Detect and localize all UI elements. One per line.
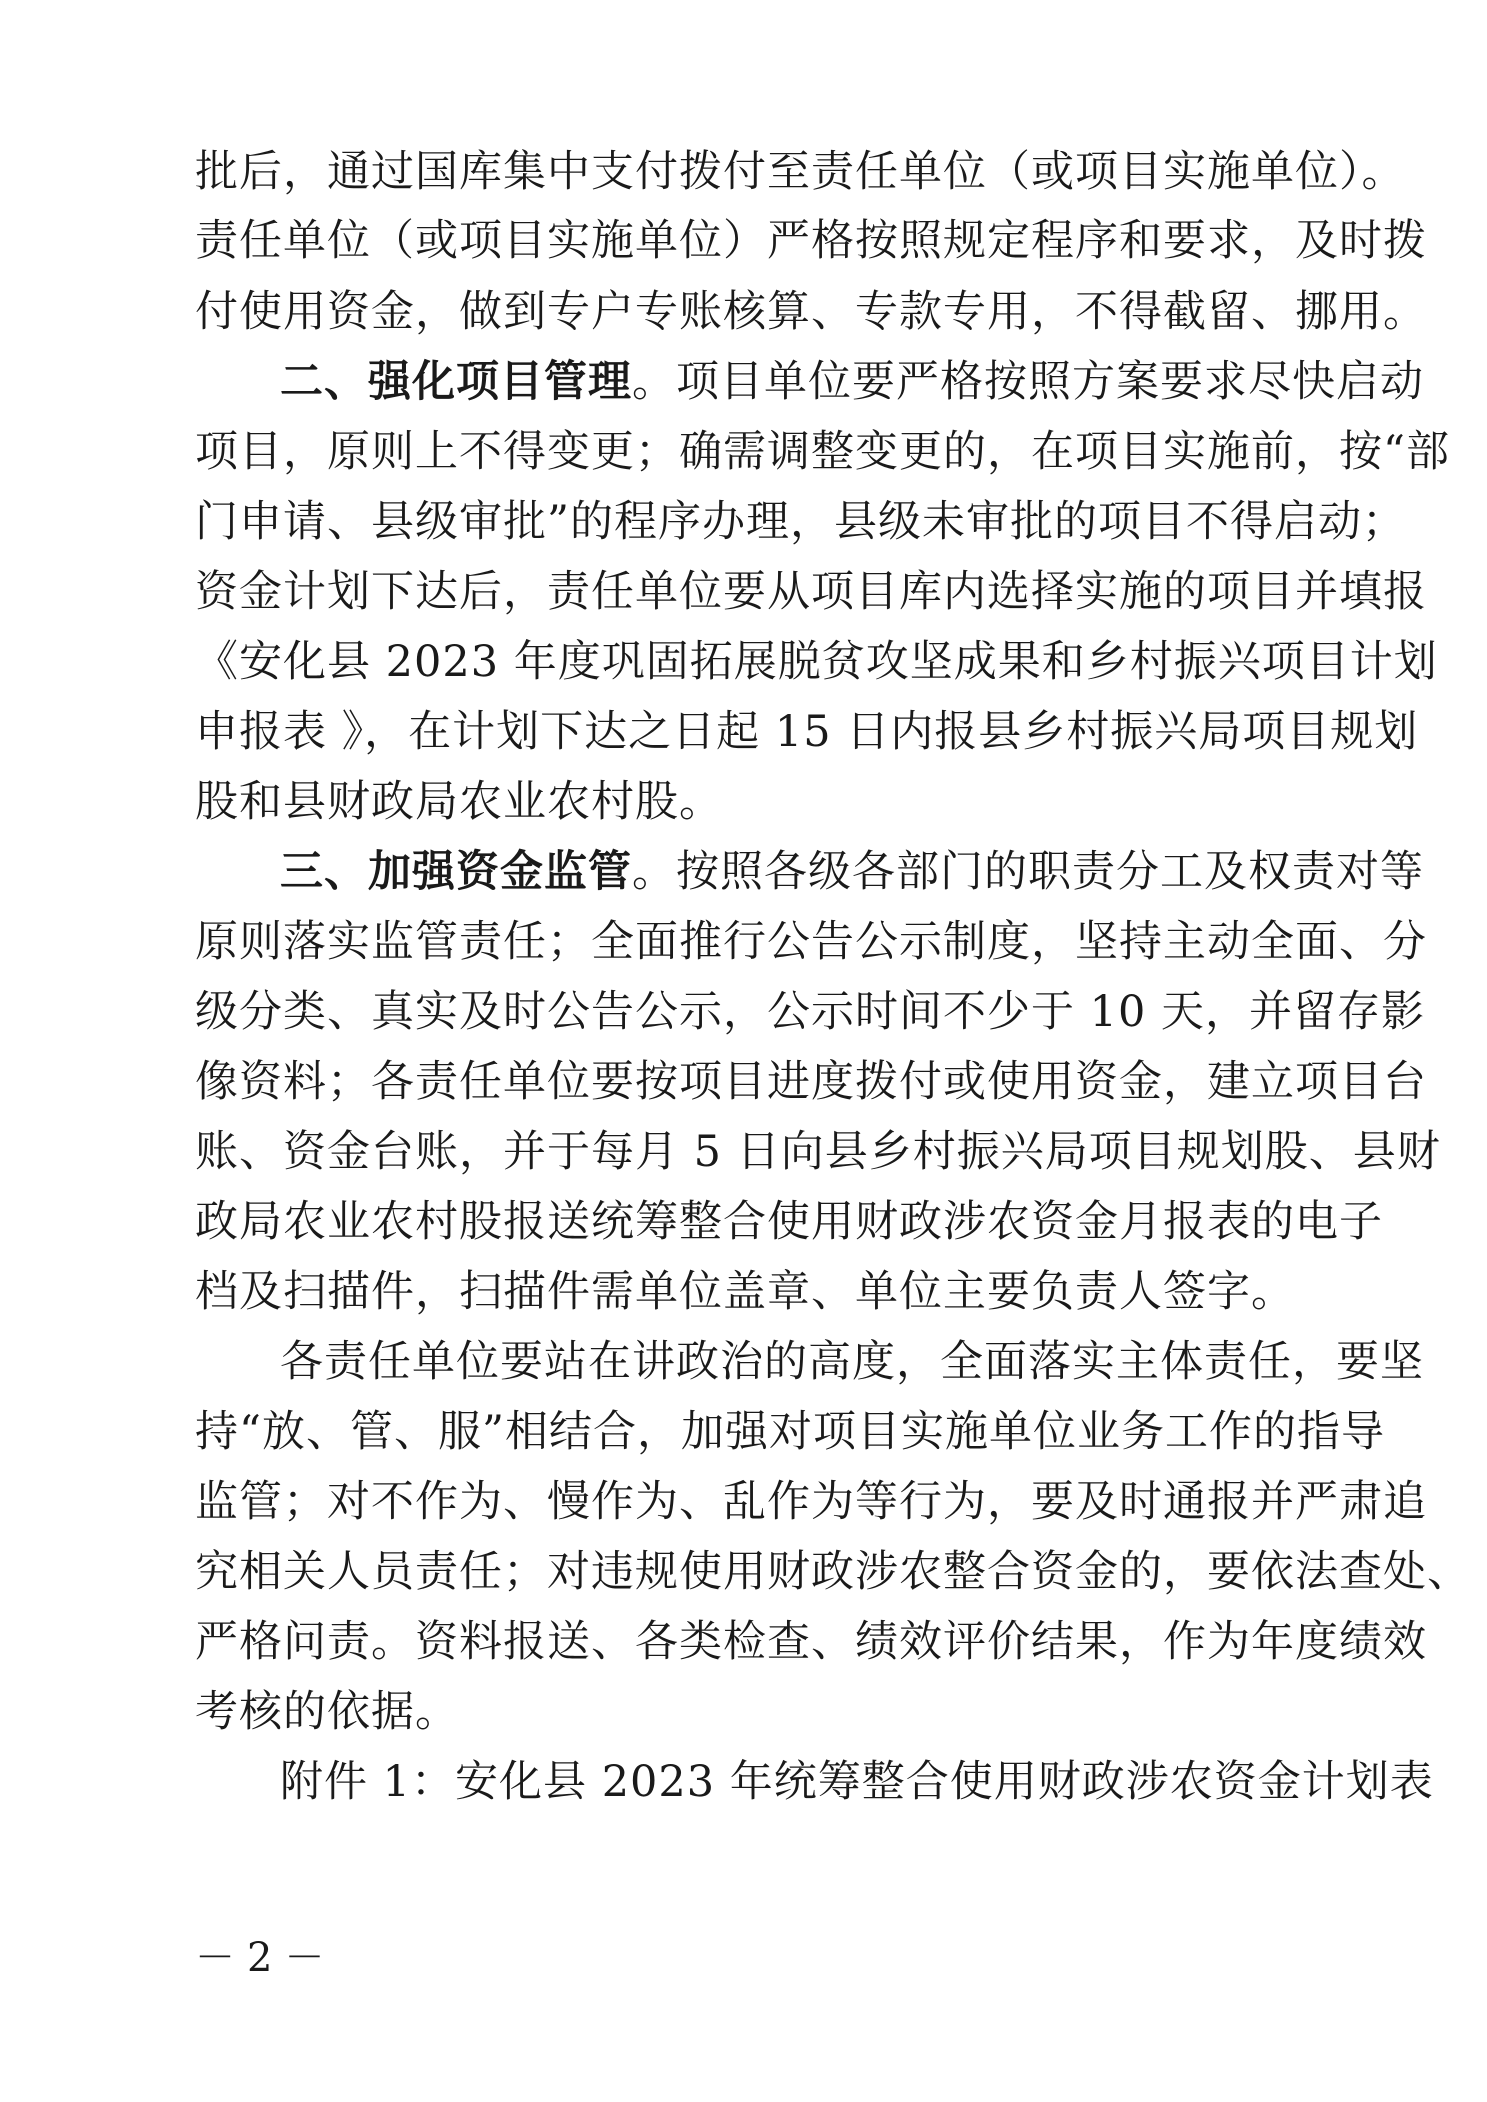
paragraph-2-line-7: 股和县财政局农业农村股。 — [195, 777, 723, 827]
paragraph-4-line-5: 严格问责。资料报送、各类检查、绩效评价结果，作为年度绩效 — [195, 1617, 1427, 1667]
paragraph-3-line-6: 政局农业农村股报送统筹整合使用财政涉农资金月报表的电子 — [195, 1197, 1383, 1247]
paragraph-3-lead: 。按照各级各部门的职责分工及权责对等 — [632, 847, 1424, 897]
paragraph-2-line-2: 项目，原则上不得变更；确需调整变更的，在项目实施前，按“部 — [195, 427, 1450, 477]
paragraph-3-line-2: 原则落实监管责任；全面推行公告公示制度，坚持主动全面、分 — [195, 917, 1427, 967]
paragraph-3-line-1 — [280, 842, 1424, 902]
paragraph-1-line-1: 批后，通过国库集中支付拨付至责任单位（或项目实施单位）。 — [195, 147, 1406, 197]
paragraph-4-line-3: 监管；对不作为、慢作为、乱作为等行为，要及时通报并严肃追 — [195, 1477, 1427, 1527]
paragraph-1-line-2: 责任单位（或项目实施单位）严格按照规定程序和要求，及时拨 — [195, 216, 1427, 266]
paragraph-4-line-2: 持“放、管、服”相结合，加强对项目实施单位业务工作的指导 — [195, 1407, 1385, 1457]
paragraph-2-lead: 。项目单位要严格按照方案要求尽快启动 — [632, 357, 1424, 407]
attachment-note: 附件 1：安化县 2023 年统筹整合使用财政涉农资金计划表 — [280, 1757, 1434, 1807]
paragraph-2-line-1 — [280, 352, 1424, 412]
paragraph-2-line-5: 《安化县 2023 年度巩固拓展脱贫攻坚成果和乡村振兴项目计划 — [195, 637, 1438, 687]
section-heading-3: 三、加强资金监管 — [280, 847, 632, 897]
paragraph-4-line-1: 各责任单位要站在讲政治的高度，全面落实主体责任，要坚 — [280, 1337, 1424, 1387]
paragraph-3-line-3: 级分类、真实及时公告公示，公示时间不少于 10 天，并留存影 — [195, 987, 1426, 1037]
paragraph-2-line-3: 门申请、县级审批”的程序办理，县级未审批的项目不得启动； — [195, 497, 1406, 547]
paragraph-2-line-4: 资金计划下达后，责任单位要从项目库内选择实施的项目并填报 — [195, 567, 1427, 617]
paragraph-4-line-6: 考核的依据。 — [195, 1687, 459, 1737]
paragraph-3-line-4: 像资料；各责任单位要按项目进度拨付或使用资金，建立项目台 — [195, 1057, 1427, 1107]
section-heading-2: 二、强化项目管理 — [280, 357, 632, 407]
paragraph-4-line-4: 究相关人员责任；对违规使用财政涉农整合资金的，要依法查处、 — [195, 1547, 1471, 1597]
paragraph-3-line-5: 账、资金台账，并于每月 5 日向县乡村振兴局项目规划股、县财 — [195, 1127, 1441, 1177]
paragraph-3-line-7: 档及扫描件，扫描件需单位盖章、单位主要负责人签字。 — [195, 1267, 1295, 1317]
paragraph-2-line-6: 申报表 》，在计划下达之日起 15 日内报县乡村振兴局项目规划 — [195, 707, 1419, 757]
paragraph-1-line-3: 付使用资金，做到专户专账核算、专款专用，不得截留、挪用。 — [195, 287, 1427, 337]
page-number: －2－ — [195, 1935, 337, 1981]
